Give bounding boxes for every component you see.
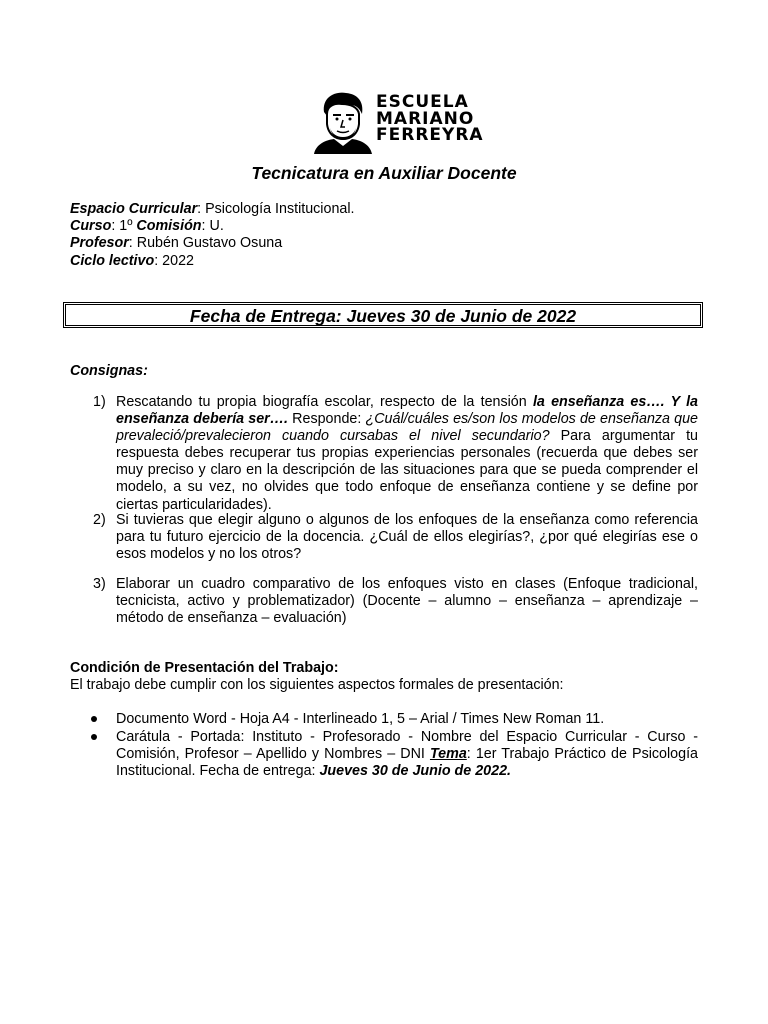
logo-line-3: FERREYRA (376, 125, 484, 145)
profesor-label: Profesor (70, 235, 129, 252)
logo-wordmark (376, 94, 484, 144)
list-item (70, 394, 698, 514)
item-number: 1) (93, 394, 106, 410)
item-text: Responde: (288, 411, 366, 428)
bullet-text: Carátula - Portada: Instituto - Profesorado - Nombre del Espacio Curricular - Curso - Comisión, Profesor – Apellido y Nombres – DNI (116, 729, 698, 763)
portrait-icon (312, 90, 374, 154)
logo-line-2: MARIANO (376, 108, 475, 129)
comision-label: Comisión (136, 218, 202, 235)
bullet-icon (91, 716, 97, 722)
comision-value: : U. (201, 218, 224, 235)
espacio-value: : Psicología Institucional. (197, 201, 355, 217)
item-number: 3) (93, 576, 106, 592)
condition-heading: Condición de Presentación del Trabajo: (70, 660, 339, 676)
consignas-heading: Consignas: (70, 363, 148, 379)
tema-label: Tema (429, 746, 467, 763)
item-text: Para argumentar tu respuesta debes recuperar tus propias experiencias personales (recuerda que debes ser muy preciso y claro en la descripción de las situaciones para que se pueda comprender el modelo, a su vez, no olvides que todo enfoque de enseñanza contiene y se define por ciertas particularidades). (116, 428, 698, 513)
profesor-value: : Rubén Gustavo Osuna (128, 235, 283, 252)
ciclo-label: Ciclo lectivo (70, 252, 155, 269)
item-number: 2) (93, 512, 106, 528)
bullet-item (70, 729, 698, 780)
deadline-date: Jueves 30 de Junio de 2022. (319, 763, 511, 780)
bullet-item (70, 711, 698, 728)
bullet-text: : 1er Trabajo Práctico de Psicología Institucional. Fecha de entrega: (116, 746, 698, 780)
condition-intro: El trabajo debe cumplir con los siguientes aspectos formales de presentación: (70, 677, 564, 693)
curso-value: : 1º (111, 218, 137, 235)
item-emphasis: la enseñanza es…. Y la enseñanza debería ser…. (116, 394, 699, 428)
curso-line (70, 218, 355, 235)
espacio-line (70, 201, 355, 218)
school-logo (312, 90, 484, 154)
curso-label: Curso (70, 218, 112, 235)
course-info (70, 201, 355, 270)
espacio-label: Espacio Curricular (70, 201, 198, 217)
logo-line-1: ESCUELA (376, 92, 469, 112)
ciclo-line (70, 253, 355, 270)
item-question: ¿Cuál/cuáles es/son los modelos de enseñanza que prevaleció/prevalecieron cuando cursabas el nivel secundario? (116, 411, 698, 445)
list-item (70, 576, 698, 627)
ciclo-value: : 2022 (154, 252, 194, 269)
item-text: Rescatando tu propia biografía escolar, respecto de la tensión (116, 394, 533, 410)
deadline-box: Fecha de Entrega: Jueves 30 de Junio de 2022 (63, 302, 703, 328)
profesor-line (70, 235, 355, 252)
bullet-text: Documento Word - Hoja A4 - Interlineado 1, 5 – Arial / Times New Roman 11. (116, 711, 605, 727)
document-title: Tecnicatura en Auxiliar Docente (251, 163, 517, 183)
item-text: Elaborar un cuadro comparativo de los enfoques visto en clases (Enfoque tradicional, tecnicista, activo y problematizador) (Docente – alumno – enseñanza – aprendizaje – método de enseñanza – evaluación) (116, 576, 698, 627)
item-text: Si tuvieras que elegir alguno o algunos de los enfoques de la enseñanza como referencia para tu futuro ejercicio de la docencia. ¿Cuál de ellos elegirías?, ¿por qué elegirías ese o esos modelos y no los otros? (116, 512, 698, 563)
list-item (70, 512, 698, 563)
bullet-icon (91, 734, 97, 740)
